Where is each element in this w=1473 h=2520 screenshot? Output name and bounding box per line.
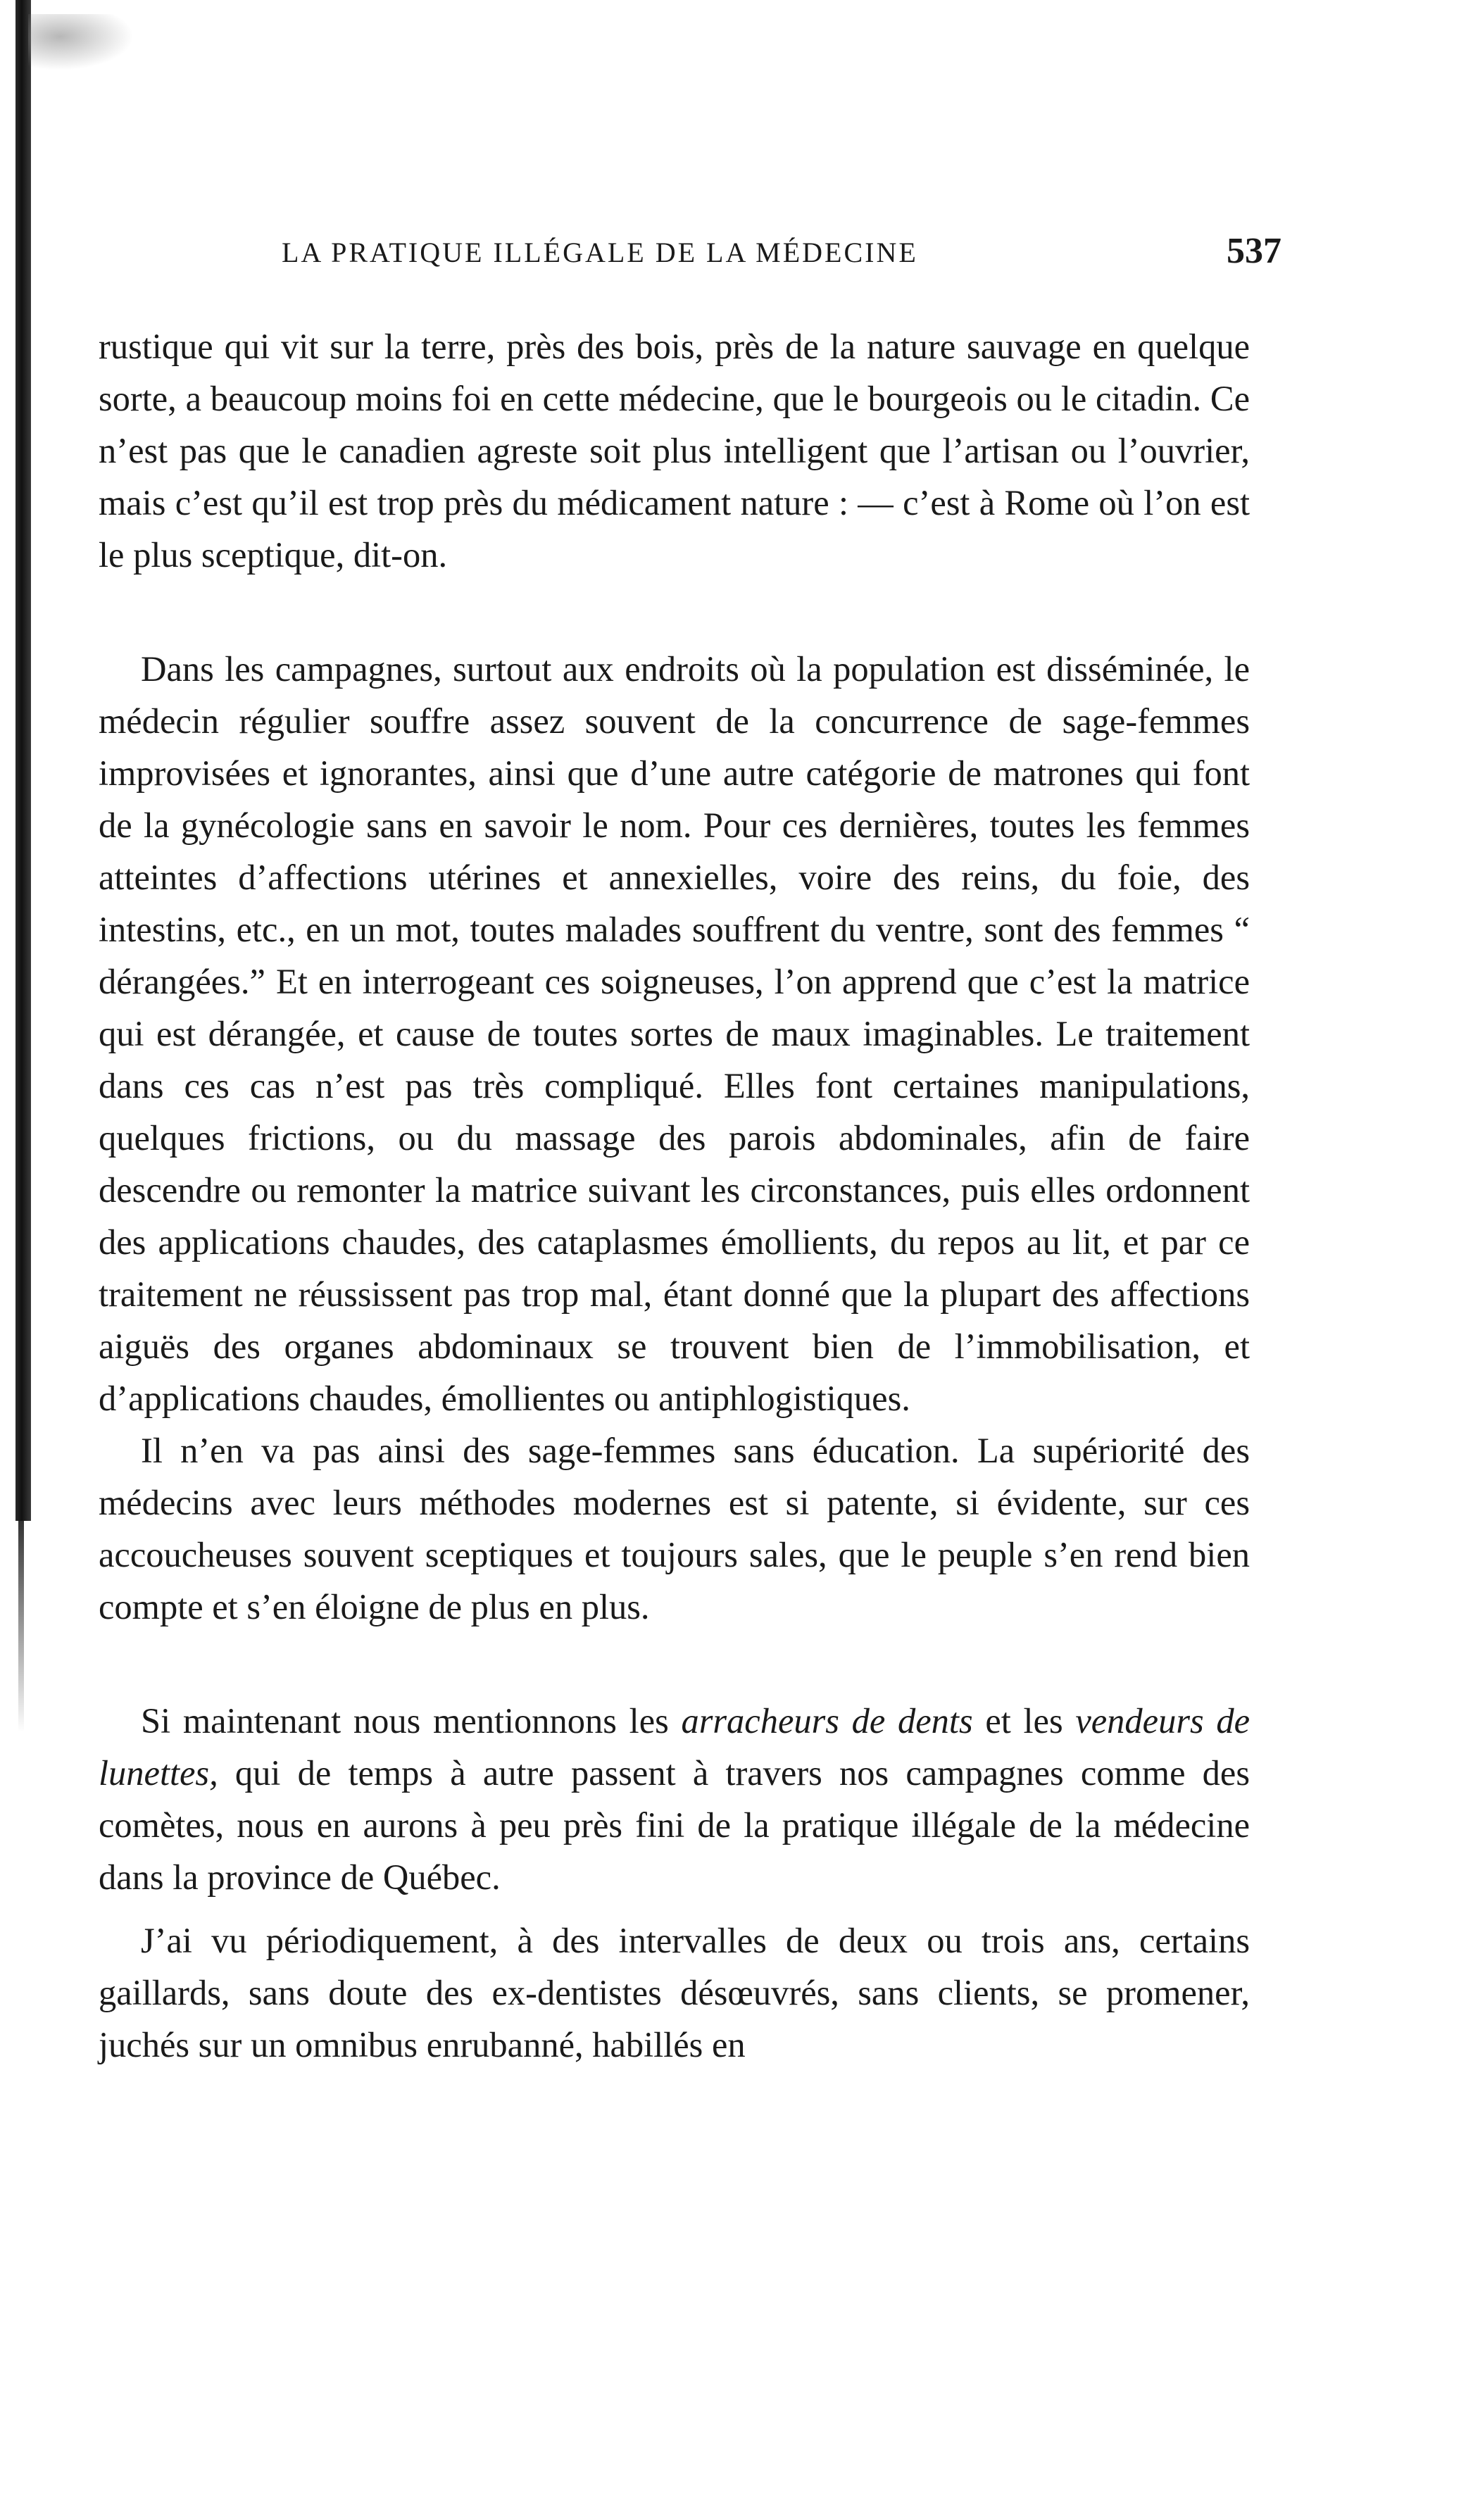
paragraph-text: Si maintenant nous mentionnons les xyxy=(141,1701,682,1741)
paragraph-text: Il n’en va pas ainsi des sage-femmes sans éducation. La supériorité des médecins avec leurs méthodes modernes est si patente, si évidente, sur ces accoucheuses souvent sceptiques et toujours sales, que le peuple s’en rend bien compte et s’en éloigne de plus en plus. xyxy=(99,1431,1250,1626)
paragraph-2 xyxy=(99,643,1250,1424)
paragraph-4 xyxy=(99,1695,1250,1903)
paragraph-3 xyxy=(99,1424,1250,1633)
running-title: LA PRATIQUE ILLÉGALE DE LA MÉDECINE xyxy=(282,237,918,268)
paragraph-text: qui de temps à autre passent à travers nos campagnes comme des comètes, nous en aurons à peu près fini de la pratique illégale de la médecine dans la province de Québec. xyxy=(99,1753,1250,1897)
page-header xyxy=(282,231,1281,278)
paragraph-text: rustique qui vit sur la terre, près des bois, près de la nature sauvage en quelque sorte, a beaucoup moins foi en cette médecine, que le bourgeois ou le citadin. Ce n’est pas que le canadien agreste soit plus intelligent que l’artisan ou l’ouvrier, mais c’est qu’il est trop près du médicament nature : — c’est à Rome où l’on est le plus sceptique, dit-on. xyxy=(99,327,1250,575)
paragraph-text: J’ai vu périodiquement, à des intervalles de deux ou trois ans, certains gaillards, sans doute des ex-dentistes désœuvrés, sans clients, se promener, juchés sur un omnibus enrubanné, habillés en xyxy=(99,1921,1250,2064)
paragraph-text: et les xyxy=(972,1701,1076,1741)
page-binding-shadow xyxy=(18,1521,24,1732)
paragraph-gap xyxy=(99,581,1250,643)
page-number: 537 xyxy=(1227,231,1281,271)
page-binding-edge xyxy=(15,0,31,1521)
paragraph-gap xyxy=(99,1903,1250,1914)
scan-smudge xyxy=(28,14,134,70)
body-text xyxy=(99,320,1250,2071)
paragraph-gap xyxy=(99,1633,1250,1695)
paragraph-1 xyxy=(99,320,1250,581)
italic-term: arracheurs de dents xyxy=(681,1701,973,1741)
italic-term: vendeurs de lunettes, xyxy=(99,1701,1251,1793)
paragraph-5 xyxy=(99,1914,1250,2071)
paragraph-text: Dans les campagnes, surtout aux endroits où la population est disséminée, le médecin régulier souffre assez souvent de la concurrence de sage-femmes improvisées et ignorantes, ainsi que d’une autre catégorie de matrones qui font de la gynécologie sans en savoir le nom. Pour ces dernières, toutes les femmes atteintes d’affections utérines et annexielles, voire des reins, du foie, des intestins, etc., en un mot, toutes malades souffrent du ventre, sont des femmes “ dérangées.” Et en interrogeant ces soigneuses, l’on apprend que c’est la matrice qui est dérangée, et cause de toutes sortes de maux imaginables. Le traitement dans ces cas n’est pas très compliqué. Elles font certaines manipulations, quelques frictions, ou du massage des parois abdominales, afin de faire descendre ou remonter la matrice suivant les circonstances, puis elles ordonnent des applications chaudes, des cataplasmes émollients, du repos au lit, et par ce traitement ne réussissent pas trop mal, étant donné que la plupart des affections aiguës des organes abdominaux se trouvent bien de l’immobilisation, et d’applications chaudes, émollientes ou antiphlogistiques. xyxy=(99,649,1250,1418)
